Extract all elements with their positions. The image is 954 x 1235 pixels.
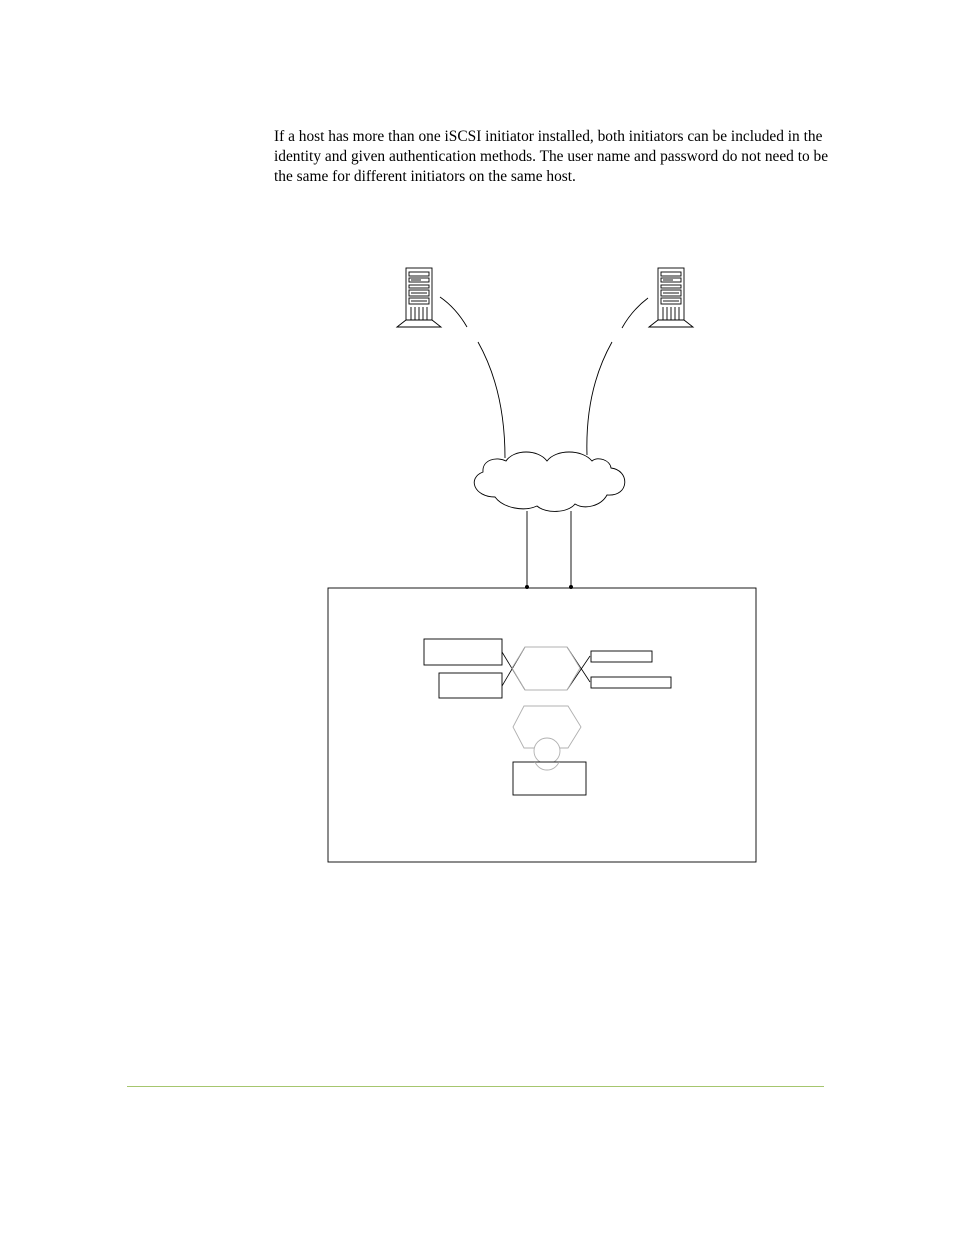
identity-hexagon	[512, 647, 580, 690]
right-host-link	[587, 342, 612, 455]
volume-connector-circle	[534, 738, 560, 764]
volume-box	[513, 762, 586, 795]
server-tower-icon	[397, 268, 441, 327]
right-host-link	[622, 298, 648, 328]
body-paragraph: If a host has more than one iSCSI initiator installed, both initiators can be included in the identity and given authentication methods. The user name and password do not need to be the same for different initiators on the same host.	[274, 128, 829, 185]
server-tower-icon	[649, 268, 693, 327]
target-bar	[591, 651, 652, 662]
left-host-link	[440, 297, 467, 327]
initiator-box	[439, 673, 502, 698]
cloud-icon	[474, 452, 625, 511]
storage-system-box	[328, 588, 756, 862]
footer-rule	[127, 1086, 824, 1087]
initiator-box	[424, 639, 502, 665]
target-bar	[591, 677, 671, 688]
left-host-link	[478, 342, 505, 458]
